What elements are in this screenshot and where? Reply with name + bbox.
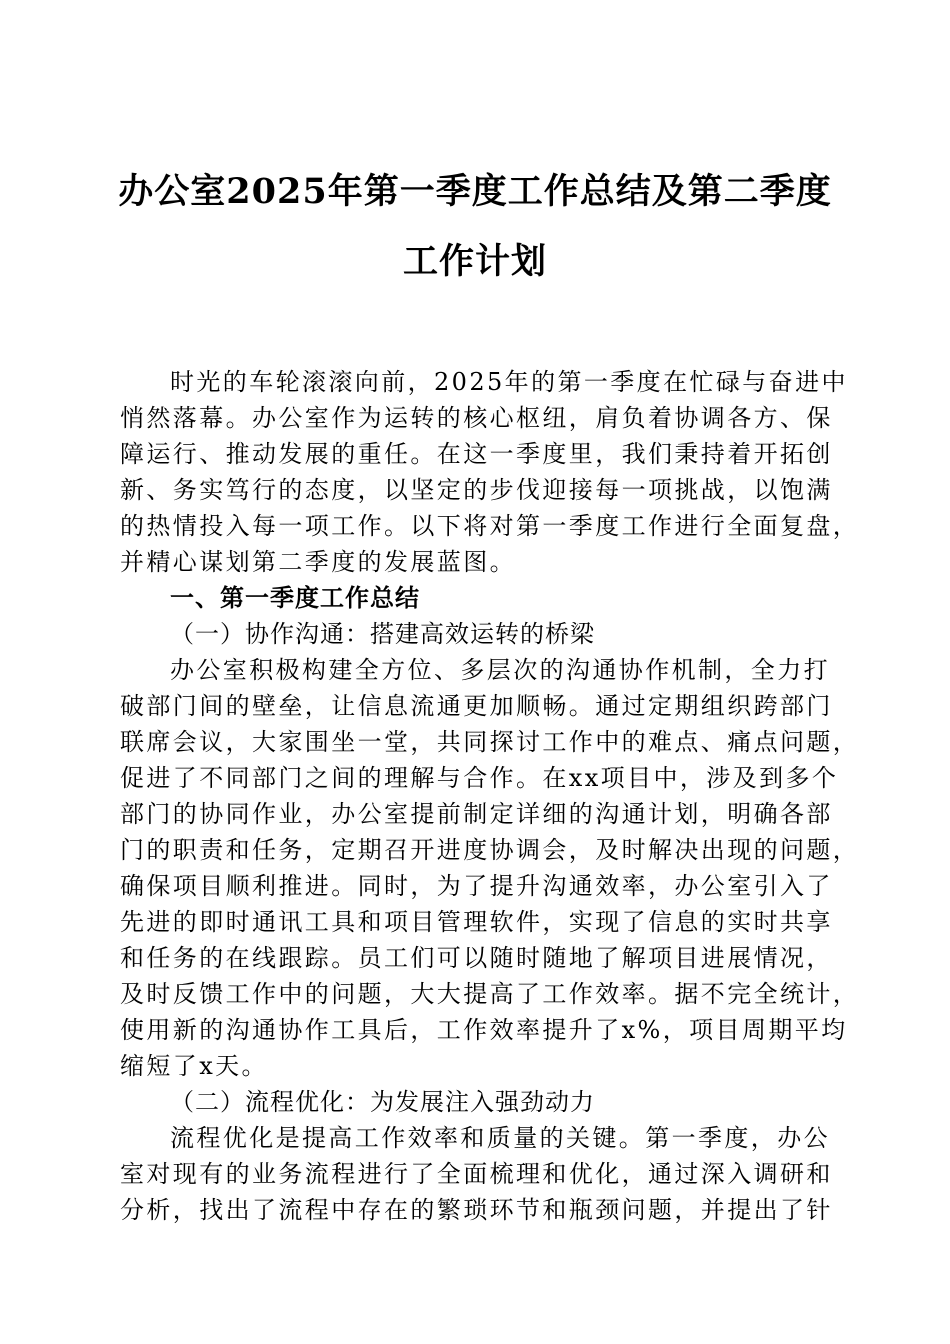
- text-line: 室对现有的业务流程进行了全面梳理和优化，通过深入调研和: [120, 1160, 833, 1188]
- text-line: 并精心谋划第二季度的发展蓝图。: [120, 548, 516, 576]
- body-paragraph: [120, 1120, 833, 1228]
- text-line: 及时反馈工作中的问题，大大提高了工作效率。据不完全统计，: [120, 980, 860, 1008]
- text-line: 部门的协同作业，办公室提前制定详细的沟通计划，明确各部: [120, 800, 833, 828]
- text-line: 流程优化是提高工作效率和质量的关键。第一季度，办公: [170, 1124, 830, 1152]
- text-line: 促进了不同部门之间的理解与合作。在xx项目中，涉及到多个: [120, 764, 839, 792]
- document-title-continued: 工作计划: [402, 241, 547, 282]
- document-body: [120, 364, 860, 1228]
- subsection-heading: （一）协作沟通：搭建高效运转的桥梁: [170, 620, 595, 648]
- text-line: 办公室积极构建全方位、多层次的沟通协作机制，全力打: [170, 656, 830, 684]
- text-line: 使用新的沟通协作工具后，工作效率提升了x%，项目周期平均: [120, 1016, 848, 1044]
- text-line: 缩短了x天。: [120, 1052, 268, 1080]
- text-line: 和任务的在线跟踪。员工们可以随时随地了解项目进展情况，: [120, 944, 833, 972]
- subsection-heading: （二）流程优化：为发展注入强劲动力: [170, 1088, 595, 1116]
- text-line: 分析，找出了流程中存在的繁琐环节和瓶颈问题，并提出了针: [120, 1196, 833, 1224]
- text-line: 悄然落幕。办公室作为运转的核心枢纽，肩负着协调各方、保: [120, 404, 833, 432]
- text-line: 破部门间的壁垒，让信息流通更加顺畅。通过定期组织跨部门: [120, 692, 833, 720]
- text-line: 时光的车轮滚滚向前，2025年的第一季度在忙碌与奋进中: [170, 368, 848, 396]
- body-paragraph: [120, 652, 860, 1084]
- text-line: 新、务实笃行的态度，以坚定的步伐迎接每一项挑战，以饱满: [120, 476, 833, 504]
- text-line: 确保项目顺利推进。同时，为了提升沟通效率，办公室引入了: [120, 872, 833, 900]
- intro-paragraph: [120, 364, 860, 580]
- text-line: 先进的即时通讯工具和项目管理软件，实现了信息的实时共享: [120, 908, 833, 936]
- text-line: 的热情投入每一项工作。以下将对第一季度工作进行全面复盘，: [120, 512, 860, 540]
- text-line: 联席会议，大家围坐一堂，共同探讨工作中的难点、痛点问题，: [120, 728, 860, 756]
- text-line: 障运行、推动发展的重任。在这一季度里，我们秉持着开拓创: [120, 440, 833, 468]
- text-line: 门的职责和任务，定期召开进度协调会，及时解决出现的问题，: [120, 836, 860, 864]
- document-title: 办公室2025年第一季度工作总结及第二季度: [118, 171, 832, 212]
- section-heading: 一、第一季度工作总结: [170, 584, 420, 612]
